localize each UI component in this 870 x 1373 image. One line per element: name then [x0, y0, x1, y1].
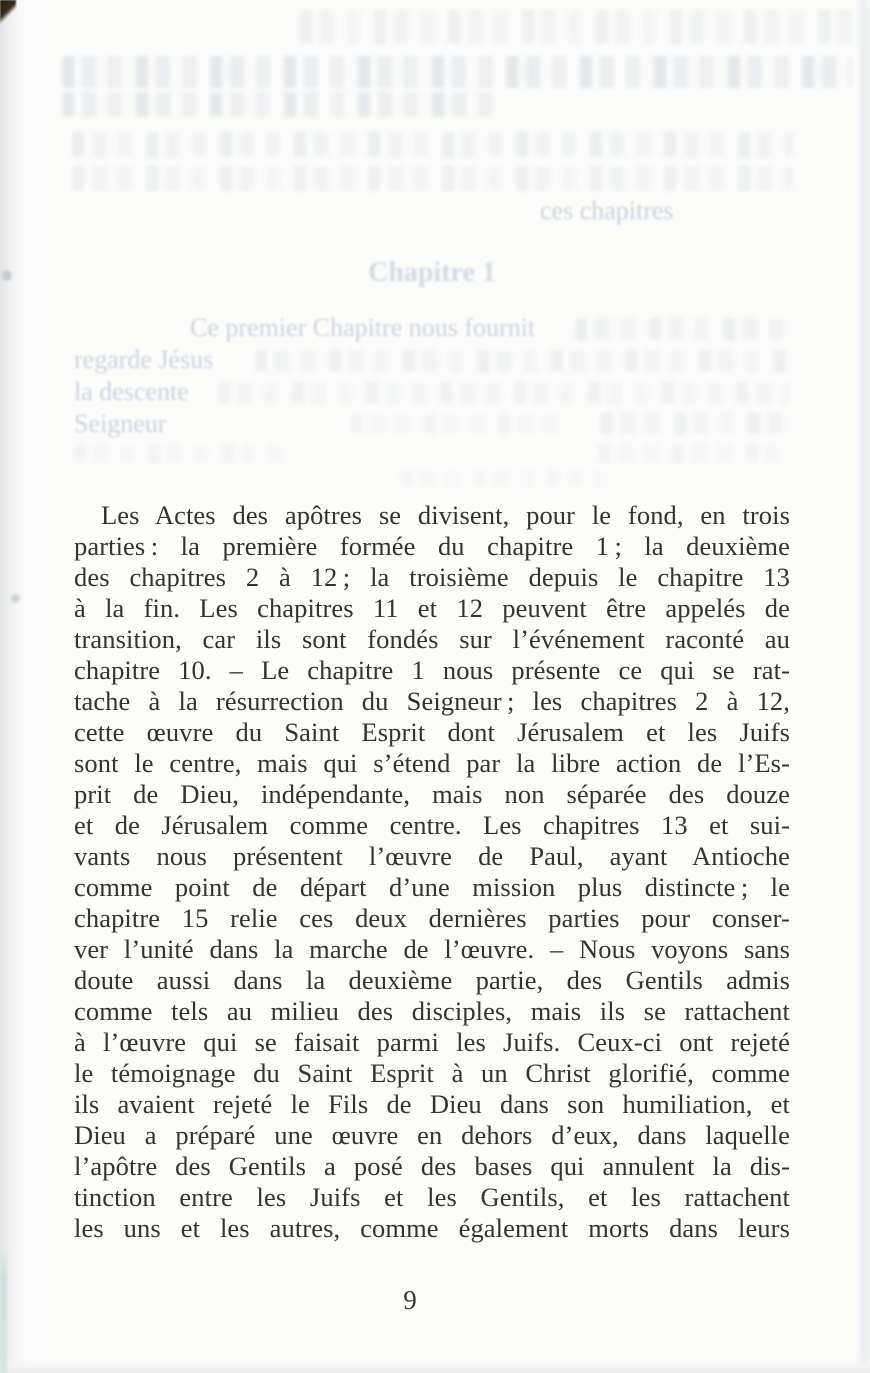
bleedthrough-fragment: ces chapitres: [540, 196, 674, 225]
text-line: ver l’unité dans la marche de l’œuvre. – Nous voyons sans: [74, 934, 790, 964]
body-text: [74, 500, 790, 1244]
text-line: ils avaient rejeté le Fils de Dieu dans son humiliation, et: [74, 1089, 790, 1119]
text-line: comme point de départ d’une mission plus distincte ; le: [74, 872, 790, 902]
scan-corner-ink-mark: [0, 0, 16, 32]
bleedthrough-fragment: regarde Jésus: [74, 345, 214, 374]
text-line: sont le centre, mais qui s’étend par la libre action de l’Es-: [74, 748, 790, 778]
text-line: le témoignage du Saint Esprit à un Christ glorifié, comme: [74, 1058, 790, 1088]
text-line: chapitre 15 relie ces deux dernières parties pour conser-: [74, 903, 790, 933]
text-line: Dieu a préparé une œuvre en dehors d’eux, dans laquelle: [74, 1120, 790, 1150]
bleedthrough-fragment: Seigneur: [74, 409, 167, 438]
bleedthrough-fragment: la descente: [74, 377, 189, 406]
scan-edge-teal-strip: [0, 1248, 7, 1373]
bleedthrough-smudge: [74, 444, 284, 463]
scan-speck: [2, 270, 12, 281]
text-line: l’apôtre des Gentils a posé des bases qui annulent la dis-: [74, 1151, 790, 1181]
bleedthrough-smudge: [400, 470, 620, 487]
bleedthrough-smudge: [350, 414, 560, 434]
text-line: à la fin. Les chapitres 11 et 12 peuvent être appelés de: [74, 593, 790, 623]
scan-edge-left-shading: [0, 0, 40, 1373]
scan-edge-right-line: [856, 0, 870, 1373]
bleedthrough-smudge: [300, 10, 860, 44]
text-line: comme tels au milieu des disciples, mais ils se rattachent: [74, 996, 790, 1026]
text-line: cette œuvre du Saint Esprit dont Jérusalem et les Juifs: [74, 717, 790, 747]
scan-edge-bottom-shading: [0, 1359, 870, 1373]
text-line: les uns et les autres, comme également morts dans leurs: [74, 1213, 790, 1243]
bleedthrough-smudge: [218, 382, 790, 404]
bleedthrough-fragment: Ce premier Chapitre nous fournit: [190, 313, 536, 342]
bleedthrough-smudge: [62, 56, 852, 88]
text-line: doute aussi dans la deuxième partie, des Gentils admis: [74, 965, 790, 995]
scan-speck: [11, 594, 20, 603]
text-line: tinction entre les Juifs et les Gentils, et les rattachent: [74, 1182, 790, 1212]
text-line: prit de Dieu, indépendante, mais non séparée des douze: [74, 779, 790, 809]
bleedthrough-smudge: [598, 444, 778, 463]
bleedthrough-smudge: [600, 412, 790, 434]
chapter-heading-ghost: Chapitre 1: [368, 257, 496, 288]
text-line: Les Actes des apôtres se divisent, pour le fond, en trois: [101, 500, 790, 530]
text-line: parties : la première formée du chapitre 1 ; la deuxième: [74, 531, 790, 561]
text-line: vants nous présentent l’œuvre de Paul, ayant Antioche: [74, 841, 790, 871]
text-line: des chapitres 2 à 12 ; la troisième depuis le chapitre 13: [74, 562, 790, 592]
bleedthrough-smudge: [255, 350, 790, 372]
text-line: transition, car ils sont fondés sur l’événement raconté au: [74, 624, 790, 654]
bleedthrough-smudge: [575, 318, 790, 340]
text-line: et de Jérusalem comme centre. Les chapitres 13 et sui-: [74, 810, 790, 840]
text-line: tache à la résurrection du Seigneur ; les chapitres 2 à 12,: [74, 686, 790, 716]
bleedthrough-smudge: [72, 132, 794, 157]
text-line: chapitre 10. – Le chapitre 1 nous présente ce qui se rat-: [74, 655, 790, 685]
bleedthrough-smudge: [72, 166, 794, 191]
text-line: à l’œuvre qui se faisait parmi les Juifs. Ceux-ci ont rejeté: [74, 1027, 790, 1057]
page-number: 9: [403, 1285, 417, 1315]
bleedthrough-smudge: [62, 92, 494, 117]
